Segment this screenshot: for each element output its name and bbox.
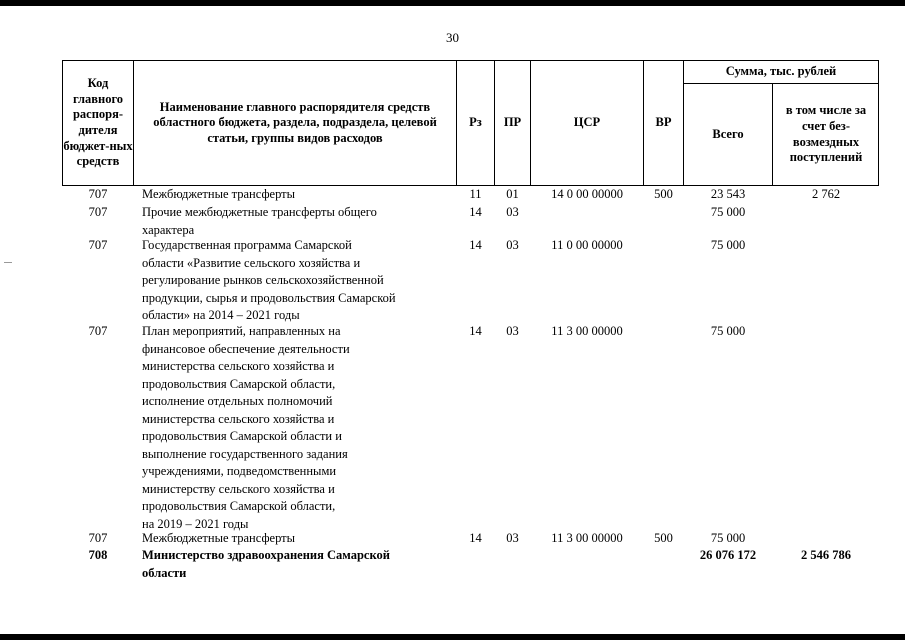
row-vr: 500 xyxy=(654,531,673,545)
row-csr: 11 0 00 00000 xyxy=(551,238,623,252)
row-code: 707 xyxy=(88,205,108,219)
header-vr: ВР xyxy=(655,115,672,130)
row-csr: 11 3 00 00000 xyxy=(551,324,623,338)
row-vr: 500 xyxy=(654,187,673,201)
row-incl: 2 762 xyxy=(811,187,841,201)
row-code: 707 xyxy=(88,531,108,545)
row-total: 75 000 xyxy=(710,238,746,252)
margin-mark xyxy=(4,262,12,263)
row-pr: 03 xyxy=(506,324,519,338)
row-name: Межбюджетные трансферты xyxy=(142,187,296,201)
row-name: Межбюджетные трансферты xyxy=(142,531,296,545)
row-code: 707 xyxy=(88,324,108,338)
row-total: 23 543 xyxy=(710,187,746,201)
row-name: План мероприятий, направленных на финансовое обеспечение деятельности министерства сельского хозяйства и продовольствия Самарской области, исполнение отдельных полномочий министерства сельского хозяйства и продовольствия Самарской области и выполнение государственного задания учреждениями, подведомственными министерству сельского хозяйства и продовольствия Самарской области, на 2019 – 2021 годы xyxy=(142,324,350,531)
row-total: 75 000 xyxy=(710,531,746,545)
row-rz: 14 xyxy=(469,324,482,338)
header-total: Всего xyxy=(712,126,744,141)
header-code: Код главного распоря-дителя бюджет-ных средств xyxy=(63,76,133,169)
row-incl: 2 546 786 xyxy=(801,548,851,562)
header-csr: ЦСР xyxy=(573,115,601,130)
row-csr: 14 0 00 00000 xyxy=(551,187,623,201)
row-code: 707 xyxy=(88,187,108,201)
row-csr: 11 3 00 00000 xyxy=(551,531,623,545)
bottom-border xyxy=(0,634,905,640)
row-total: 75 000 xyxy=(710,324,746,338)
top-border xyxy=(0,0,905,6)
row-name: Министерство здравоохранения Самарской области xyxy=(142,548,390,580)
row-rz: 11 xyxy=(469,187,482,201)
row-rz: 14 xyxy=(469,531,482,545)
row-name: Государственная программа Самарской области «Развитие сельского хозяйства и регулирование рынков сельскохозяйственной продукции, сырья и продовольствия Самарской области» на 2014 – 2021 годы xyxy=(142,238,396,322)
header-incl: в том числе за счет без-возмездных поступлений xyxy=(785,103,867,165)
header-rz: Рз xyxy=(469,115,482,130)
row-pr: 03 xyxy=(506,531,519,545)
row-pr: 01 xyxy=(506,187,519,201)
row-total: 75 000 xyxy=(710,205,746,219)
row-pr: 03 xyxy=(506,238,519,252)
page-number: 30 xyxy=(446,30,459,45)
header-pr: ПР xyxy=(503,115,522,130)
row-code: 708 xyxy=(88,548,108,562)
row-code: 707 xyxy=(88,238,108,252)
row-pr: 03 xyxy=(506,205,519,219)
header-sum: Сумма, тыс. рублей xyxy=(725,64,837,79)
header-name: Наименование главного распорядителя средств областного бюджета, раздела, подраздела, целевой статьи, группы видов расходов xyxy=(153,99,437,145)
row-total: 26 076 172 xyxy=(699,548,757,562)
row-name: Прочие межбюджетные трансферты общего характера xyxy=(142,205,377,237)
row-rz: 14 xyxy=(469,205,482,219)
row-rz: 14 xyxy=(469,238,482,252)
